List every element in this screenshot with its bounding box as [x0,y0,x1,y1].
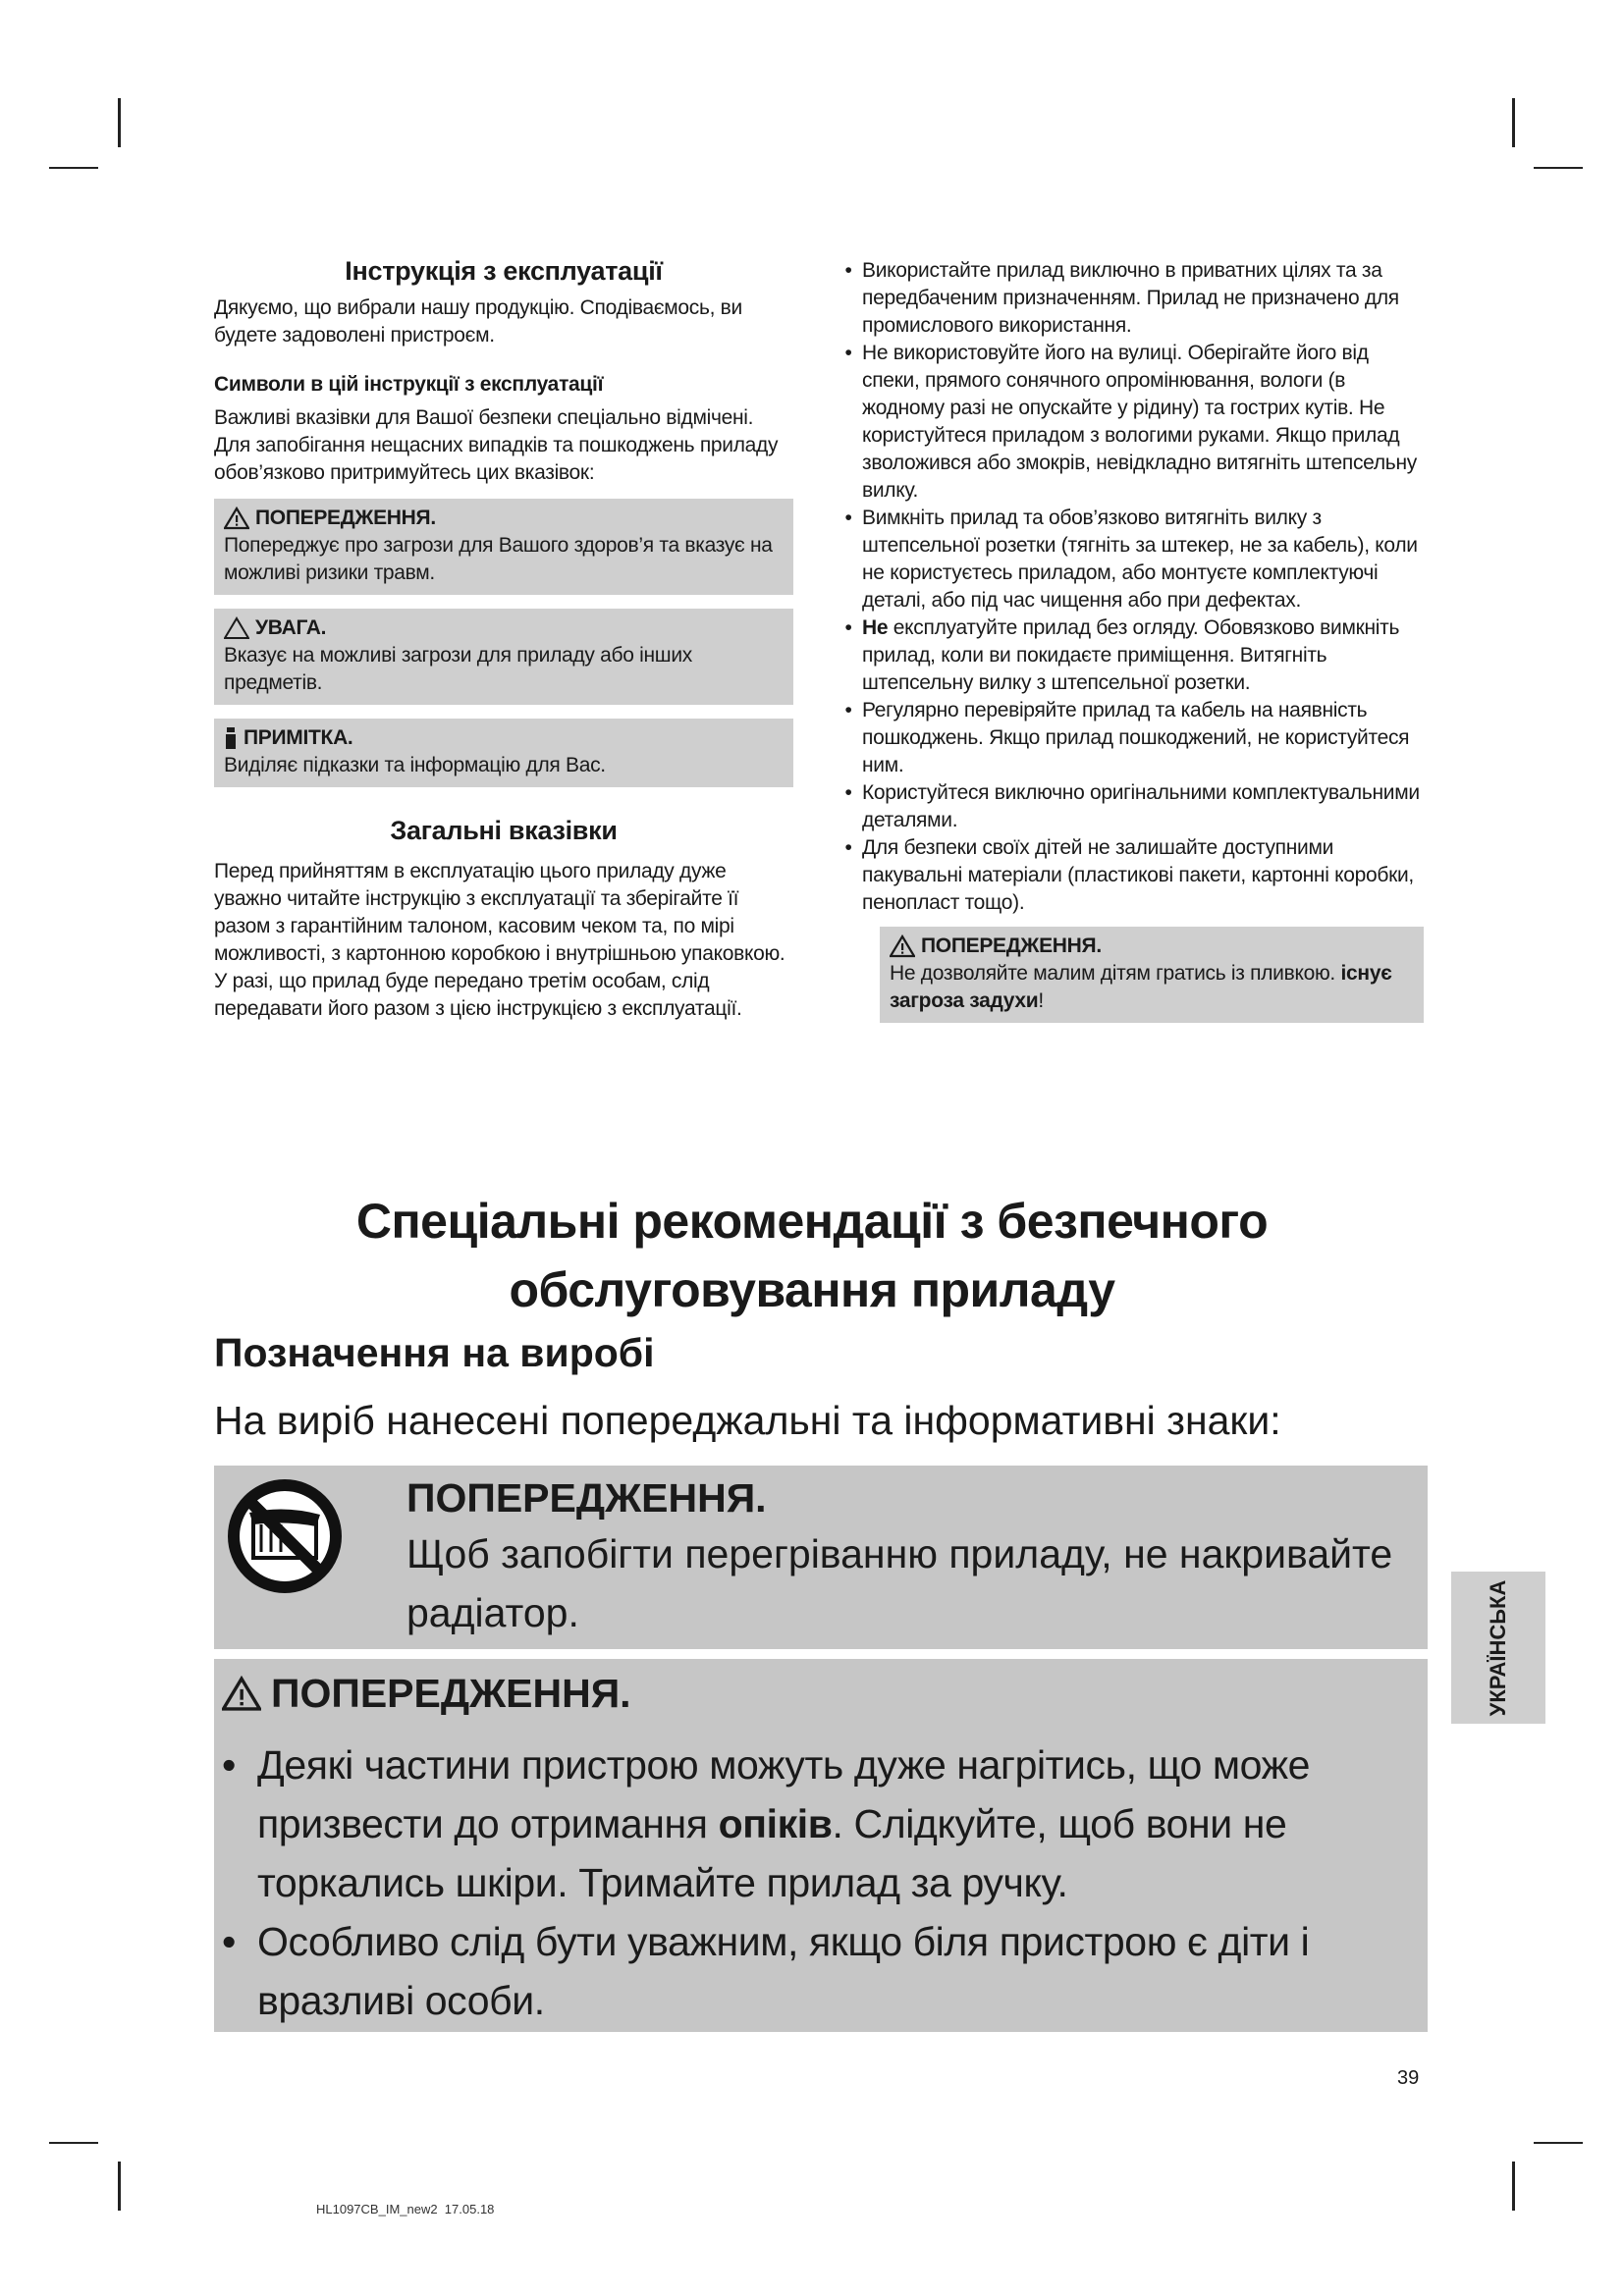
crop-mark [49,2142,98,2144]
warning-box-text: Попереджує про загрози для Вашого здоров’я та вказує на можливі ризики травм. [224,534,773,584]
intro-text: Дякуємо, що вибрали нашу продукцію. Сподіваємось, ви будете задоволені пристроєм. [214,296,742,347]
safety-list [835,257,1424,917]
hot-parts-title: ПОПЕРЕДЖЕННЯ. [222,1671,631,1717]
crop-mark [1534,167,1583,169]
general-title: Загальні вказівки [390,816,618,845]
special-title-line1: Спеціальні рекомендації з безпечного [355,1194,1269,1249]
child-warning-text: Не дозволяйте малим дітям гратись із пливкою. існує загроза задухи! [890,962,1392,1012]
crop-mark [118,2162,121,2211]
bold-not: Не [862,616,889,639]
child-warning-box [880,927,1424,1023]
language-tab: УКРАЇНСЬКА [1451,1572,1545,1724]
page-number: 39 [1397,2067,1420,2089]
crop-mark [1512,2162,1515,2211]
list-item: • Не використовуйте його на вулиці. Оберігайте його від спеки, прямого сонячного опромінювання, вологи (в жодному разі не опускайте у рідину) та гострих кутів. Не користуйтеся приладом з вологими руками. Якщо прилад зволожився або змокрів, невідкладно витягніть штепсельну вилку. [844,342,1417,502]
crop-mark [1534,2142,1583,2144]
warning-box [214,499,793,595]
marking-text: На виріб нанесені попереджальні та інформативні знаки: [214,1398,1281,1443]
marking-heading: Позначення на виробі [214,1330,655,1375]
symbols-text: Важливі вказівки для Вашої безпеки спеціально відмічені. Для запобігання нещасних випадків та пошкоджень приладу обов’язково притримуйтесь цих вказівок: [214,406,779,484]
warning-triangle-icon [224,507,249,530]
caution-box-title [224,614,784,642]
caution-triangle-icon [224,616,249,640]
hot-parts-warning-box [214,1659,1428,2032]
list-item: • Вимкніть прилад та обов’язково витягніть вилку з штепсельної розетки (тягніть за штекер, не за кабель), коли не користуєтесь приладом, або монтуєте комплектуючі деталі, або під час чищення або при дефектах. [844,507,1418,612]
hot-parts-bullet-2: • Особливо слід бути уважним, якщо біля пристрою є діти і вразливі особи. [222,1919,1310,2023]
crop-mark [118,98,121,147]
warning-box-title [224,505,784,532]
list-item: • Користуйтеся виключно оригінальними комплектувальними деталями. [844,781,1420,831]
caution-box-text: Вказує на можливі загрози для приладу або інших предметів. [224,644,692,694]
child-warning-title [890,933,1414,960]
note-box-title [224,724,784,752]
right-column [835,257,1424,1023]
child-warning-title-text: ПОПЕРЕДЖЕННЯ. [921,934,1102,957]
info-icon [224,726,238,750]
note-box-text: Виділяє підказки та інформацію для Вас. [224,754,606,776]
note-title-text: ПРИМІТКА. [244,726,353,749]
hot-parts-bullet-1: • Деякі частини пристрою можуть дуже нагрітись, що може призвести до отримання опіків. Слідкуйте, щоб вони не торкались шкіри. Тримайте прилад за ручку. [222,1742,1311,1905]
cover-warning-box [214,1466,1428,1649]
list-item: • Використайте прилад виключно в приватних цілях та за передбаченим призначенням. Прилад не призначено для промислового використання. [844,259,1399,337]
general-text: Перед прийняттям в експлуатацію цього приладу дуже уважно читайте інструкцію з експлуатації та зберігайте її разом з гарантійним талоном, касовим чеком та, по мірі можливості, з картонною коробкою і внутрішньою упаковкою. У разі, що прилад буде передано третім особам, слід передавати його разом з цією інструкцією з експлуатації. [214,860,785,1020]
symbols-heading: Символи в цій інструкції з експлуатації [214,373,604,396]
list-item: • Для безпеки своїх дітей не залишайте доступними пакувальні матеріали (пластикові пакети, картонні коробки, пенопласт тощо). [844,836,1414,914]
list-item: • Не експлуатуйте прилад без огляду. Обовязково вимкніть прилад, коли ви покидаєте приміщення. Витягніть штепсельну вилку з штепсельної розетки. [844,616,1400,694]
caution-box [214,609,793,705]
warning-triangle-icon [890,934,915,958]
warning-triangle-icon [222,1676,261,1712]
crop-mark [49,167,98,169]
warning-title-text: ПОПЕРЕДЖЕННЯ. [255,507,436,529]
footer-code: HL1097CB_IM_new2 17.05.18 [316,2202,495,2216]
instruction-title: Інструкція з експлуатації [345,256,663,286]
no-cover-icon [226,1477,344,1595]
cover-warning-title: ПОПЕРЕДЖЕННЯ. [406,1475,767,1521]
left-column [214,257,793,1023]
crop-mark [1512,98,1515,147]
caution-title-text: УВАГА. [255,616,327,639]
special-title-line2: обслуговування приладу [509,1262,1115,1317]
note-box [214,719,793,787]
list-item: • Регулярно перевіряйте прилад та кабель на наявність пошкоджень. Якщо прилад пошкоджений, не користуйтеся ним. [844,699,1410,776]
cover-warning-text: Щоб запобігти перегріванню приладу, не накривайте радіатор. [406,1531,1393,1635]
